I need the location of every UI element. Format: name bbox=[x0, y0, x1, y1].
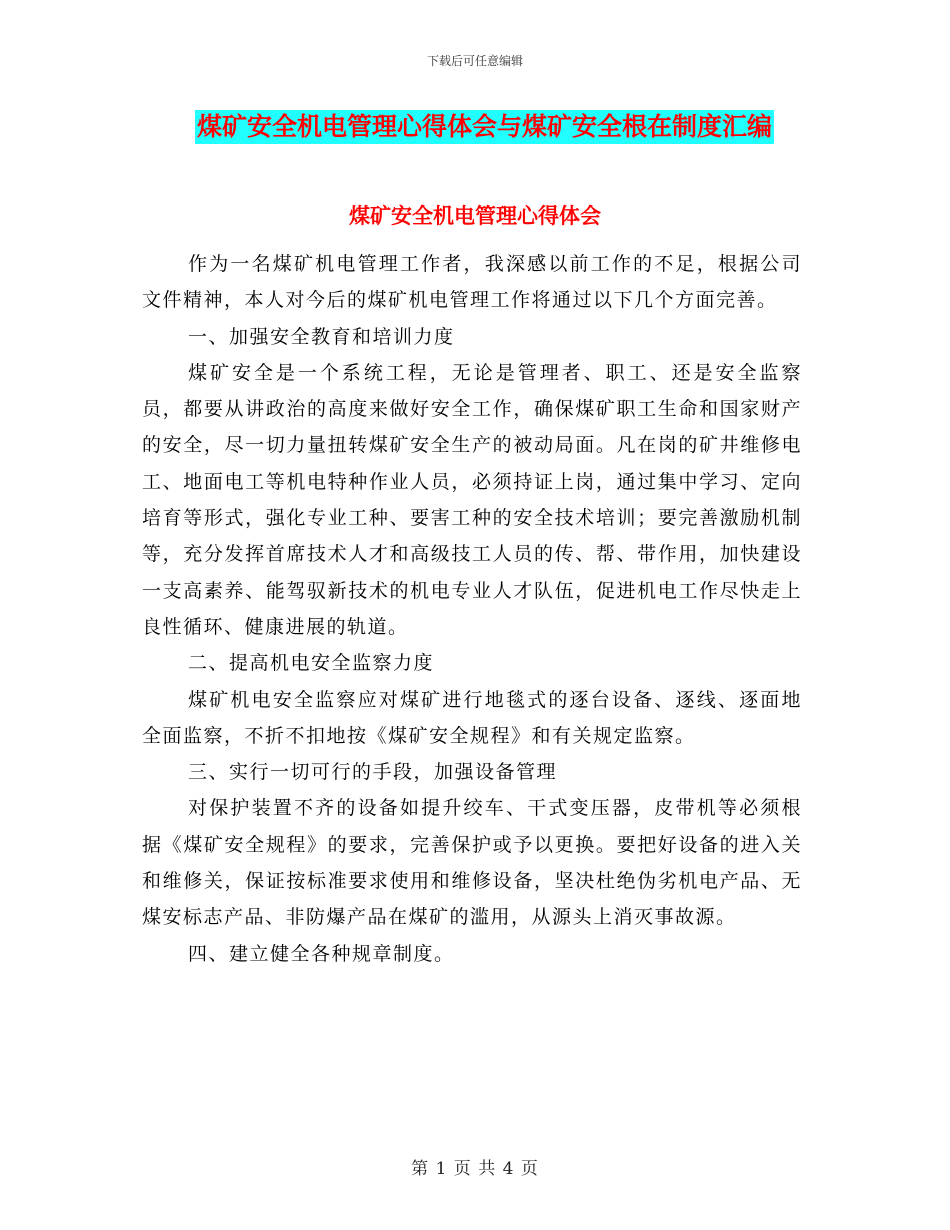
heading-4: 四、建立健全各种规章制度。 bbox=[188, 942, 455, 965]
heading-3: 三、实行一切可行的手段，加强设备管理 bbox=[188, 761, 558, 784]
document-title: 煤矿安全机电管理心得体会与煤矿安全根在制度汇编 bbox=[195, 110, 774, 144]
header-note: 下载后可任意编辑 bbox=[426, 54, 523, 68]
heading-2: 二、提高机电安全监察力度 bbox=[188, 652, 435, 675]
paragraph-intro: 作为一名煤矿机电管理工作者，我深感以前工作的不足，根据公司文件精神，本人对今后的煤矿机电管理工作将通过以下几个方面完善。 bbox=[142, 253, 802, 312]
paragraph-3: 对保护装置不齐的设备如提升绞车、干式变压器，皮带机等必须根据《煤矿安全规程》的要求，完善保护或予以更换。要把好设备的进入关和维修关，保证按标准要求使用和维修设备，坚决杜绝伪劣机电产品、无煤安标志产品、非防爆产品在煤矿的滥用，从源头上消灭事故源。 bbox=[142, 797, 802, 929]
heading-1: 一、加强安全教育和培训力度 bbox=[188, 325, 455, 348]
paragraph-2: 煤矿机电安全监察应对煤矿进行地毯式的逐台设备、逐线、逐面地全面监察，不折不扣地按《煤矿安全规程》和有关规定监察。 bbox=[142, 688, 802, 747]
section-title: 煤矿安全机电管理心得体会 bbox=[349, 204, 601, 228]
paragraph-1: 煤矿安全是一个系统工程，无论是管理者、职工、还是安全监察员，都要从讲政治的高度来做好安全工作，确保煤矿职工生命和国家财产的安全，尽一切力量扭转煤矿安全生产的被动局面。凡在岗的矿井维修电工、地面电工等机电特种作业人员，必须持证上岗，通过集中学习、定向培育等形式，强化专业工种、要害工种的安全技术培训；要完善激励机制等，充分发挥首席技术人才和高级技工人员的传、帮、带作用，加快建设一支高素养、能驾驭新技术的机电专业人才队伍，促进机电工作尽快走上良性循环、健康进展的轨道。 bbox=[142, 361, 802, 638]
document-body bbox=[142, 246, 802, 972]
page-number: 第 1 页 共 4 页 bbox=[411, 1159, 539, 1179]
